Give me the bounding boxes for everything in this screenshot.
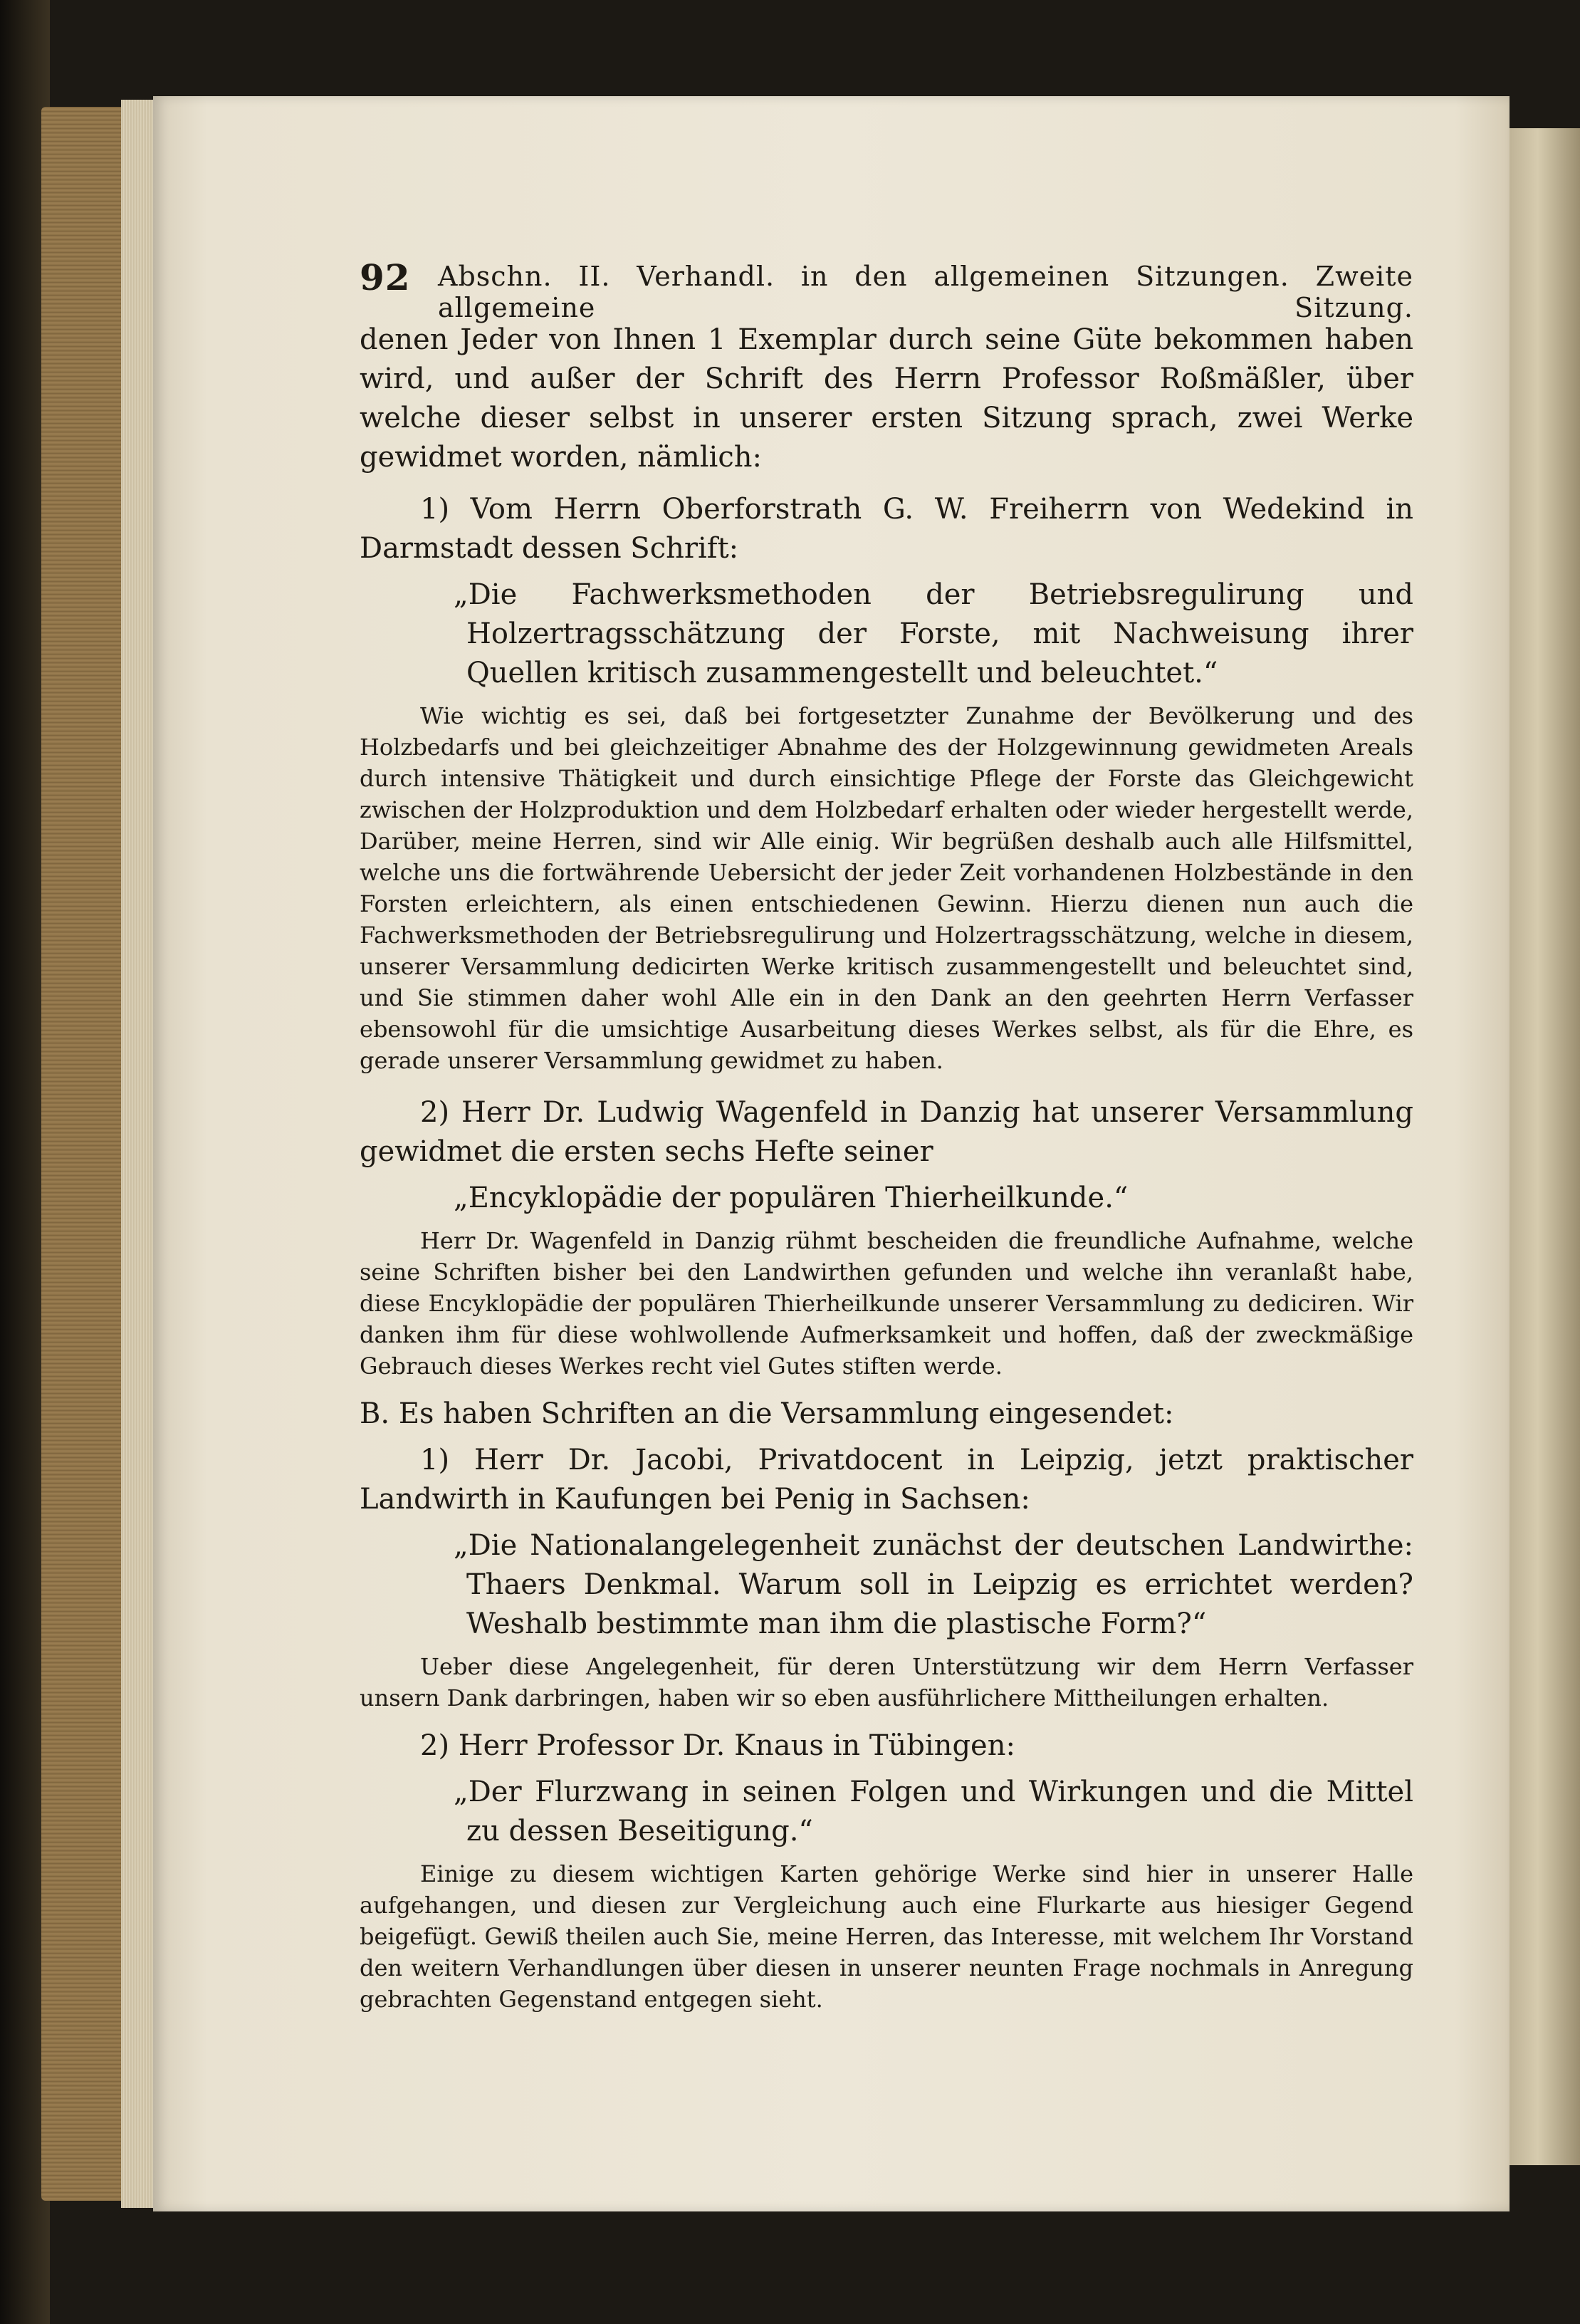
intro-paragraph: denen Jeder von Ihnen 1 Exemplar durch seine Güte bekommen haben wird, und außer der Schrift des Herrn Professor Roßmäßler, über welche dieser selbst in unserer ersten Sitzung sprach, zwei Werke gewidmet worden, nämlich:	[360, 323, 1413, 474]
item-2-heading: 2) Herr Dr. Ludwig Wagenfeld in Danzig hat unserer Versammlung gewidmet die ersten sechs Hefte seiner	[360, 1096, 1413, 1168]
running-head	[360, 256, 1413, 323]
book-cover-edge	[41, 107, 127, 2201]
item-b1-heading: 1) Herr Dr. Jacobi, Privatdocent in Leipzig, jetzt praktischer Landwirth in Kaufungen bei Penig in Sachsen:	[360, 1444, 1413, 1516]
item-b1-title-quote: „Die Nationalangelegenheit zunächst der deutschen Landwirthe: Thaers Denkmal. Warum soll in Leipzig es errichtet werden? Weshalb bestimmte man ihm die plastische Form?“	[454, 1529, 1413, 1640]
item-b1-commentary: Ueber diese Angelegenheit, für deren Unterstützung wir dem Herrn Verfasser unsern Dank darbringen, haben wir so eben ausführlichere Mittheilungen erhalten.	[360, 1653, 1413, 1711]
right-page-edge	[1510, 128, 1580, 2165]
item-b2-heading: 2) Herr Professor Dr. Knaus in Tübingen:	[420, 1729, 1015, 1762]
section-b-heading: B. Es haben Schriften an die Versammlung eingesendet:	[360, 1397, 1174, 1430]
item-1-commentary: Wie wichtig es sei, daß bei fortgesetzter Zunahme der Bevölkerung und des Holzbedarfs und bei gleichzeitiger Abnahme des der Holzgewinnung gewidmeten Areals durch intensive Thätigkeit und durch einsichtige Pflege der Forste das Gleichgewicht zwischen der Holzproduktion und dem Holzbedarf erhalten oder wieder hergestellt werde, Darüber, meine Herren, sind wir Alle einig. Wir begrüßen deshalb auch alle Hilfsmittel, welche uns die fortwährende Uebersicht der jeder Zeit vorhandenen Holzbestände in den Forsten erleichtern, als einen entschiedenen Gewinn. Hierzu dienen nun auch die Fachwerksmethoden der Betriebsregulirung und Holzertragsschätzung, welche in diesem, unserer Versammlung dedicirten Werke kritisch zusammengestellt und beleuchtet sind, und Sie stimmen daher wohl Alle ein in den Dank an den geehrten Herrn Verfasser ebensowohl für die umsichtige Ausarbeitung dieses Werkes selbst, als für die Ehre, es gerade unserer Versammlung gewidmet zu haben.	[360, 702, 1413, 1074]
item-2-commentary: Herr Dr. Wagenfeld in Danzig rühmt bescheiden die freundliche Aufnahme, welche seine Schriften bisher bei den Landwirthen gefunden und welche ihn veranlaßt habe, diese Encyklopädie der populären Thierheilkunde unserer Versammlung zu dediciren. Wir danken ihm für diese wohlwollende Aufmerksamkeit und hoffen, daß der zweckmäßige Gebrauch dieses Werkes recht viel Gutes stiften werde.	[360, 1227, 1413, 1380]
item-1-title-quote: „Die Fachwerksmethoden der Betriebsregulirung und Holzertragsschätzung der Forste, mit Nachweisung ihrer Quellen kritisch zusammengestellt und beleuchtet.“	[454, 578, 1413, 689]
item-2-title-quote: „Encyklopädie der populären Thierheilkunde.“	[454, 1182, 1129, 1214]
item-1-heading: 1) Vom Herrn Oberforstrath G. W. Freiherrn von Wedekind in Darmstadt dessen Schrift:	[360, 493, 1413, 565]
page-content	[360, 256, 1413, 2015]
item-b2-title-quote: „Der Flurzwang in seinen Folgen und Wirkungen und die Mittel zu dessen Beseitigung.“	[454, 1776, 1413, 1848]
page-number: 92	[360, 256, 411, 298]
header-title: Abschn. II. Verhandl. in den allgemeinen Sitzungen. Zweite allgemeine Sitzung.	[438, 261, 1413, 323]
item-b2-commentary: Einige zu diesem wichtigen Karten gehörige Werke sind hier in unserer Halle aufgehangen, und diesen zur Vergleichung auch eine Flurkarte aus hiesiger Gegend beigefügt. Gewiß theilen auch Sie, meine Herren, das Interesse, mit welchem Ihr Vorstand den weitern Verhandlungen über diesen in unserer neunten Frage nochmals in Anregung gebrachten Gegenstand entgegen sieht.	[360, 1860, 1413, 2013]
